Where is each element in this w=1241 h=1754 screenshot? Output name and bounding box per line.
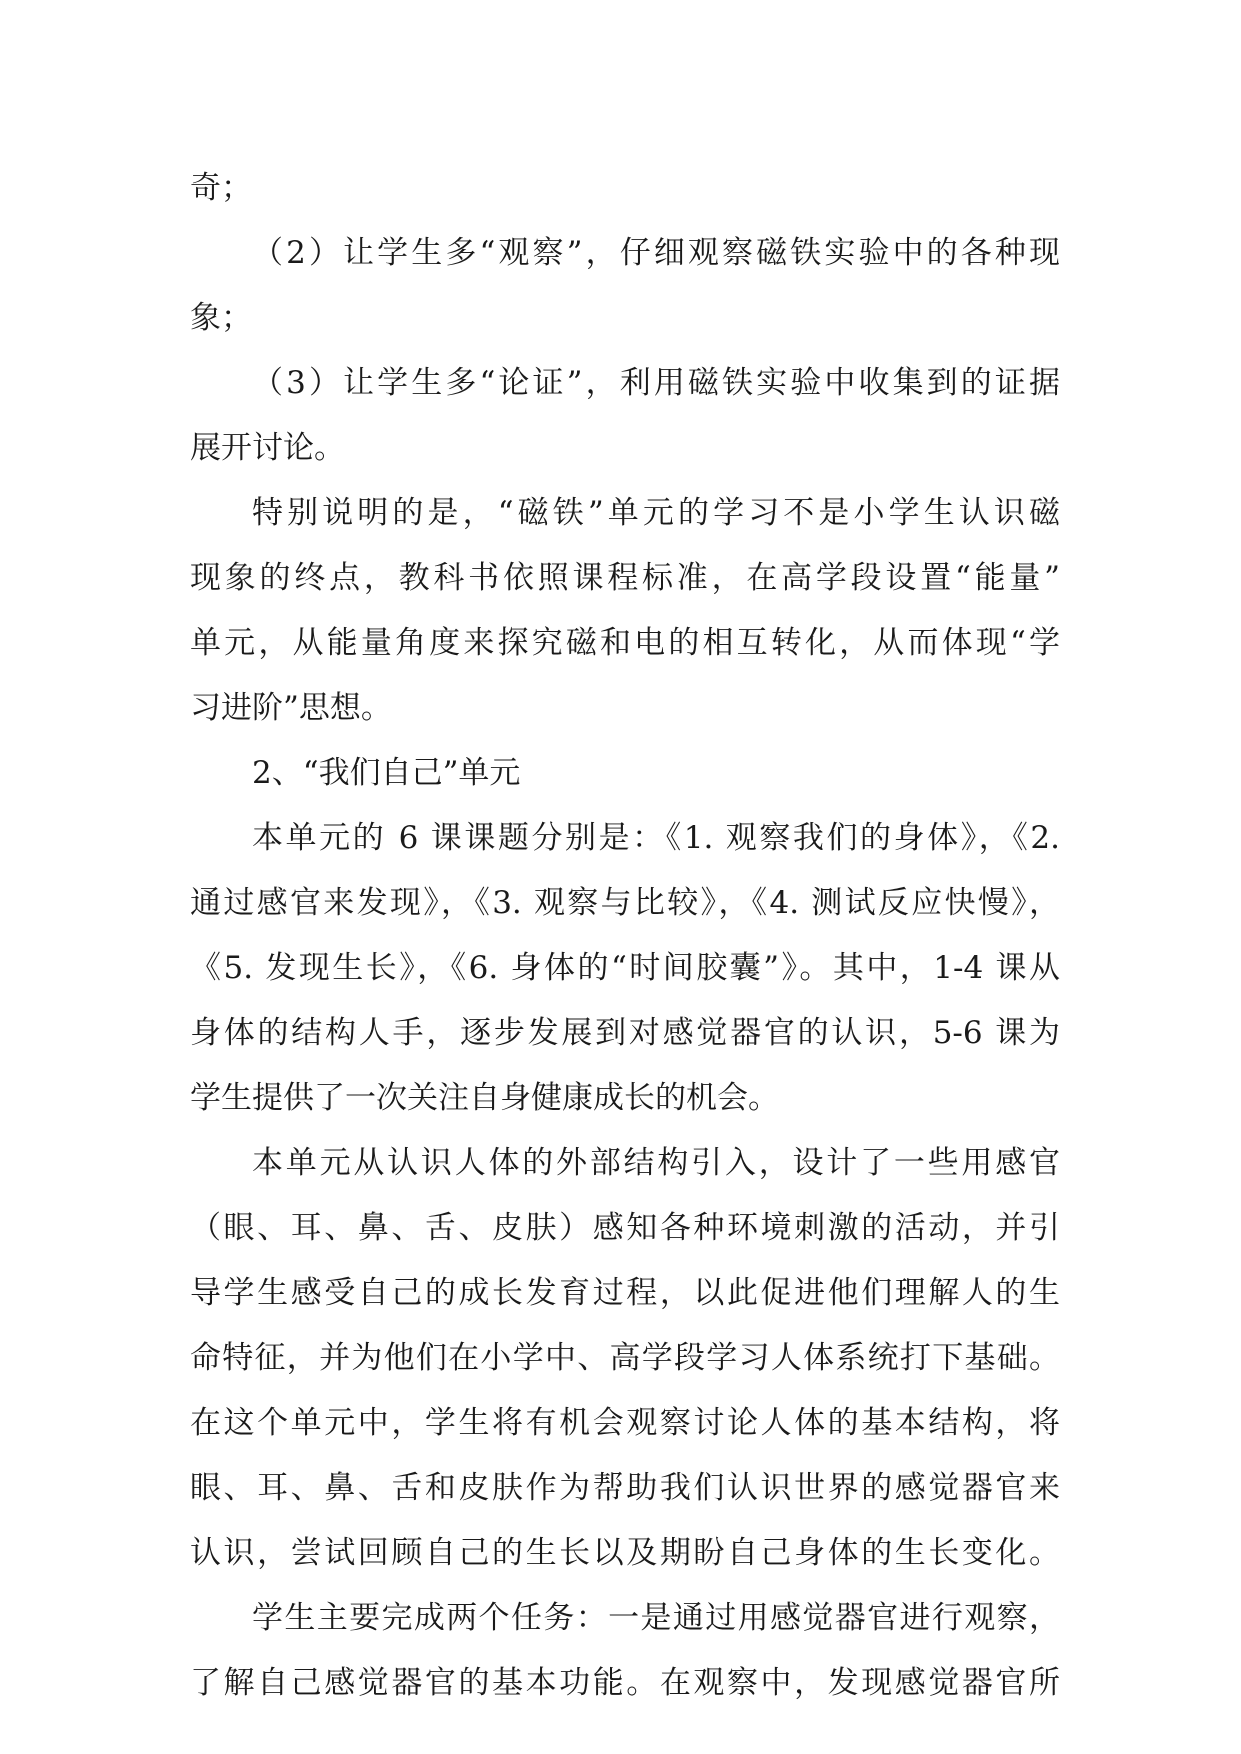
text-line: 习进阶”思想。	[190, 690, 392, 726]
text-line: 特别说明的是，“磁铁”单元的学习不是小学生认识磁	[252, 495, 1060, 531]
text-line: 学生主要完成两个任务：一是通过用感觉器官进行观察，	[252, 1600, 1060, 1636]
text-line: 展开讨论。	[190, 430, 345, 466]
text-line: 单元，从能量角度来探究磁和电的相互转化，从而体现“学	[190, 625, 1060, 661]
text-line: 认识，尝试回顾自己的生长以及期盼自己身体的生长变化。	[190, 1535, 1060, 1571]
text-line: 在这个单元中，学生将有机会观察讨论人体的基本结构，将	[190, 1405, 1060, 1441]
text-line: 身体的结构人手，逐步发展到对感觉器官的认识，5-6 课为	[190, 1015, 1060, 1051]
text-line: 眼、耳、鼻、舌和皮肤作为帮助我们认识世界的感觉器官来	[190, 1470, 1060, 1506]
text-line: 现象的终点，教科书依照课程标准，在高学段设置“能量”	[190, 560, 1060, 596]
text-line: 了解自己感觉器官的基本功能。在观察中，发现感觉器官所	[190, 1665, 1060, 1701]
text-line: 学生提供了一次关注自身健康成长的机会。	[190, 1080, 779, 1116]
text-line: 通过感官来发现》，《3. 观察与比较》，《4. 测试反应快慢》，	[190, 885, 1060, 921]
text-line: 本单元从认识人体的外部结构引入，设计了一些用感官	[252, 1145, 1060, 1181]
text-line: （2）让学生多“观察”，仔细观察磁铁实验中的各种现	[252, 235, 1060, 271]
text-line: 象；	[190, 300, 252, 336]
text-line: 《5. 发现生长》，《6. 身体的“时间胶囊”》。其中，1-4 课从	[190, 950, 1060, 986]
text-line: 命特征，并为他们在小学中、高学段学习人体系统打下基础。	[190, 1340, 1060, 1376]
text-line: 本单元的 6 课课题分别是：《1. 观察我们的身体》，《2.	[252, 820, 1060, 856]
text-line: 奇；	[190, 170, 252, 206]
text-line: （3）让学生多“论证”，利用磁铁实验中收集到的证据	[252, 365, 1060, 401]
section-heading: 2、“我们自己”单元	[252, 755, 521, 791]
text-line: 导学生感受自己的成长发育过程，以此促进他们理解人的生	[190, 1275, 1060, 1311]
text-line: （眼、耳、鼻、舌、皮肤）感知各种环境刺激的活动，并引	[190, 1210, 1060, 1246]
